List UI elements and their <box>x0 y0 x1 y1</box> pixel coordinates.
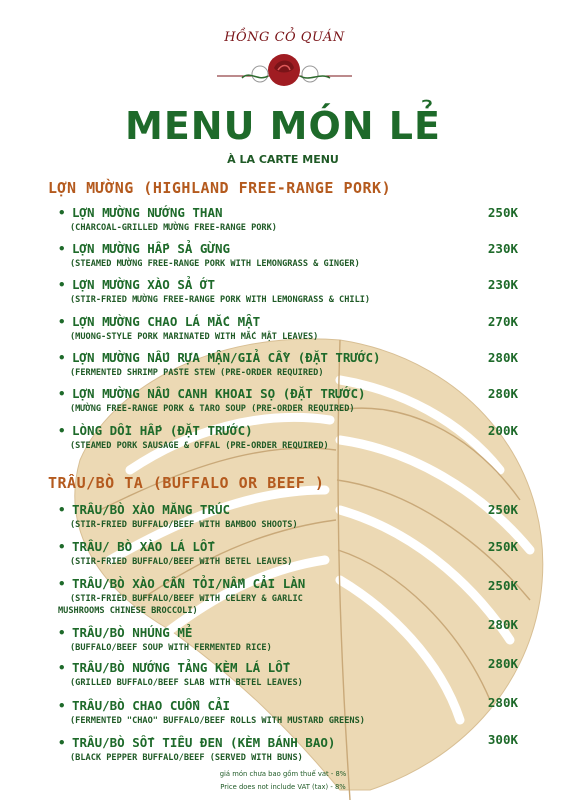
item-description: (STEAMED MƯỜNG FREE-RANGE PORK WITH LEMONGRASS & GINGER) <box>70 259 360 269</box>
item-price: 280K <box>487 617 518 632</box>
item-name: TRÂU/ BÒ XÀO LÁ LỐT <box>72 539 215 554</box>
item-name: TRÂU/BÒ XÀO CẦN TỎI/NẤM CẢI LÀN <box>72 576 306 591</box>
item-price: 270K <box>487 314 518 329</box>
vat-note-en: Price does not include VAT (tax) - 8% <box>220 783 346 791</box>
item-description: (FERMENTED "CHAO" BUFFALO/BEEF ROLLS WITH MUSTARD GREENS) <box>70 716 365 726</box>
section-title-pork: LỢN MƯỜNG (HIGHLAND FREE-RANGE PORK) <box>48 179 392 197</box>
item-name: LỢN MƯỜNG XÀO SẢ ỚT <box>72 277 215 292</box>
bullet-icon: • <box>58 576 66 591</box>
item-price: 230K <box>487 277 518 292</box>
item-price: 280K <box>487 695 518 710</box>
item-price: 200K <box>487 423 518 438</box>
item-description: (STIR-FRIED BUFFALO/BEEF WITH BETEL LEAVES) <box>70 557 293 567</box>
item-name: LỢN MƯỜNG HẤP SẢ GỪNG <box>72 241 231 256</box>
rose-icon <box>212 44 357 94</box>
item-description: (CHARCOAL-GRILLED MƯỜNG FREE-RANGE PORK) <box>70 223 277 233</box>
item-price: 280K <box>487 350 518 365</box>
item-description: (GRILLED BUFFALO/BEEF SLAB WITH BETEL LEAVES) <box>70 678 303 688</box>
item-price: 250K <box>487 502 518 517</box>
item-price: 280K <box>487 386 518 401</box>
item-description: (STEAMED PORK SAUSAGE & OFFAL (PRE-ORDER REQUIRED) <box>70 441 329 451</box>
logo-text: HỒNG CỎ QUÁN <box>224 30 345 45</box>
item-name: TRÂU/BÒ SỐT TIÊU ĐEN (KÈM BÁNH BAO) <box>72 735 336 750</box>
bullet-icon: • <box>58 660 66 675</box>
vat-note-vi: giá món chưa bao gồm thuế vat - 8% <box>219 770 347 778</box>
item-price: 280K <box>487 656 518 671</box>
item-name: LỢN MƯỜNG NẤU CANH KHOAI SỌ (ĐẶT TRƯỚC) <box>72 386 366 401</box>
item-price: 300K <box>487 732 518 747</box>
item-description: (MƯỜNG FREE-RANGE PORK & TARO SOUP (PRE-ORDER REQUIRED) <box>70 404 355 414</box>
bullet-icon: • <box>58 386 66 401</box>
item-name: TRÂU/BÒ CHAO CUỐN CẢI <box>72 698 231 713</box>
item-description: (STIR-FRIED MƯỜNG FREE-RANGE PORK WITH LEMONGRASS & CHILI) <box>70 295 371 305</box>
bullet-icon: • <box>58 350 66 365</box>
item-price: 250K <box>487 578 518 593</box>
page-title: MENU MÓN LẺ <box>125 104 441 148</box>
bullet-icon: • <box>58 205 66 220</box>
item-description: (BUFFALO/BEEF SOUP WITH FERMENTED RICE) <box>70 643 272 653</box>
item-price: 230K <box>487 241 518 256</box>
bullet-icon: • <box>58 539 66 554</box>
item-price: 250K <box>487 539 518 554</box>
item-name: LÒNG DỒI HẤP (ĐẶT TRƯỚC) <box>72 423 253 438</box>
bullet-icon: • <box>58 735 66 750</box>
page-subtitle: À LA CARTE MENU <box>227 153 339 166</box>
bullet-icon: • <box>58 423 66 438</box>
item-name: LỢN MƯỜNG CHAO LÁ MẮC MẬT <box>72 314 261 329</box>
bullet-icon: • <box>58 698 66 713</box>
item-price: 250K <box>487 205 518 220</box>
bullet-icon: • <box>58 277 66 292</box>
item-description: (STIR-FRIED BUFFALO/BEEF WITH CELERY & GARLIC MUSHROOMS CHINESE BROCCOLI) <box>58 594 303 616</box>
item-name: TRÂU/BÒ NƯỚNG TẢNG KÈM LÁ LỐT <box>72 660 291 675</box>
item-description: (BLACK PEPPER BUFFALO/BEEF (SERVED WITH BUNS) <box>70 753 303 763</box>
item-name: LỢN MƯỜNG NẤU RỰA MẬN/GIẢ CẦY (ĐẶT TRƯỚC) <box>72 350 381 365</box>
item-name: LỢN MƯỜNG NƯỚNG THAN <box>72 205 223 220</box>
bullet-icon: • <box>58 241 66 256</box>
bullet-icon: • <box>58 314 66 329</box>
item-description: (MUONG-STYLE PORK MARINATED WITH MẮC MẬT LEAVES) <box>70 332 319 342</box>
item-description: (FERMENTED SHRIMP PASTE STEW (PRE-ORDER REQUIRED) <box>70 368 324 378</box>
item-name: TRÂU/BÒ NHÚNG MẺ <box>72 625 193 640</box>
item-name: TRÂU/BÒ XÀO MĂNG TRÚC <box>72 502 231 517</box>
section-title-buffalo-beef: TRÂU/BÒ TA (BUFFALO OR BEEF ) <box>48 474 325 492</box>
bullet-icon: • <box>58 502 66 517</box>
item-description: (STIR-FRIED BUFFALO/BEEF WITH BAMBOO SHOOTS) <box>70 520 298 530</box>
restaurant-logo <box>212 30 357 94</box>
bullet-icon: • <box>58 625 66 640</box>
